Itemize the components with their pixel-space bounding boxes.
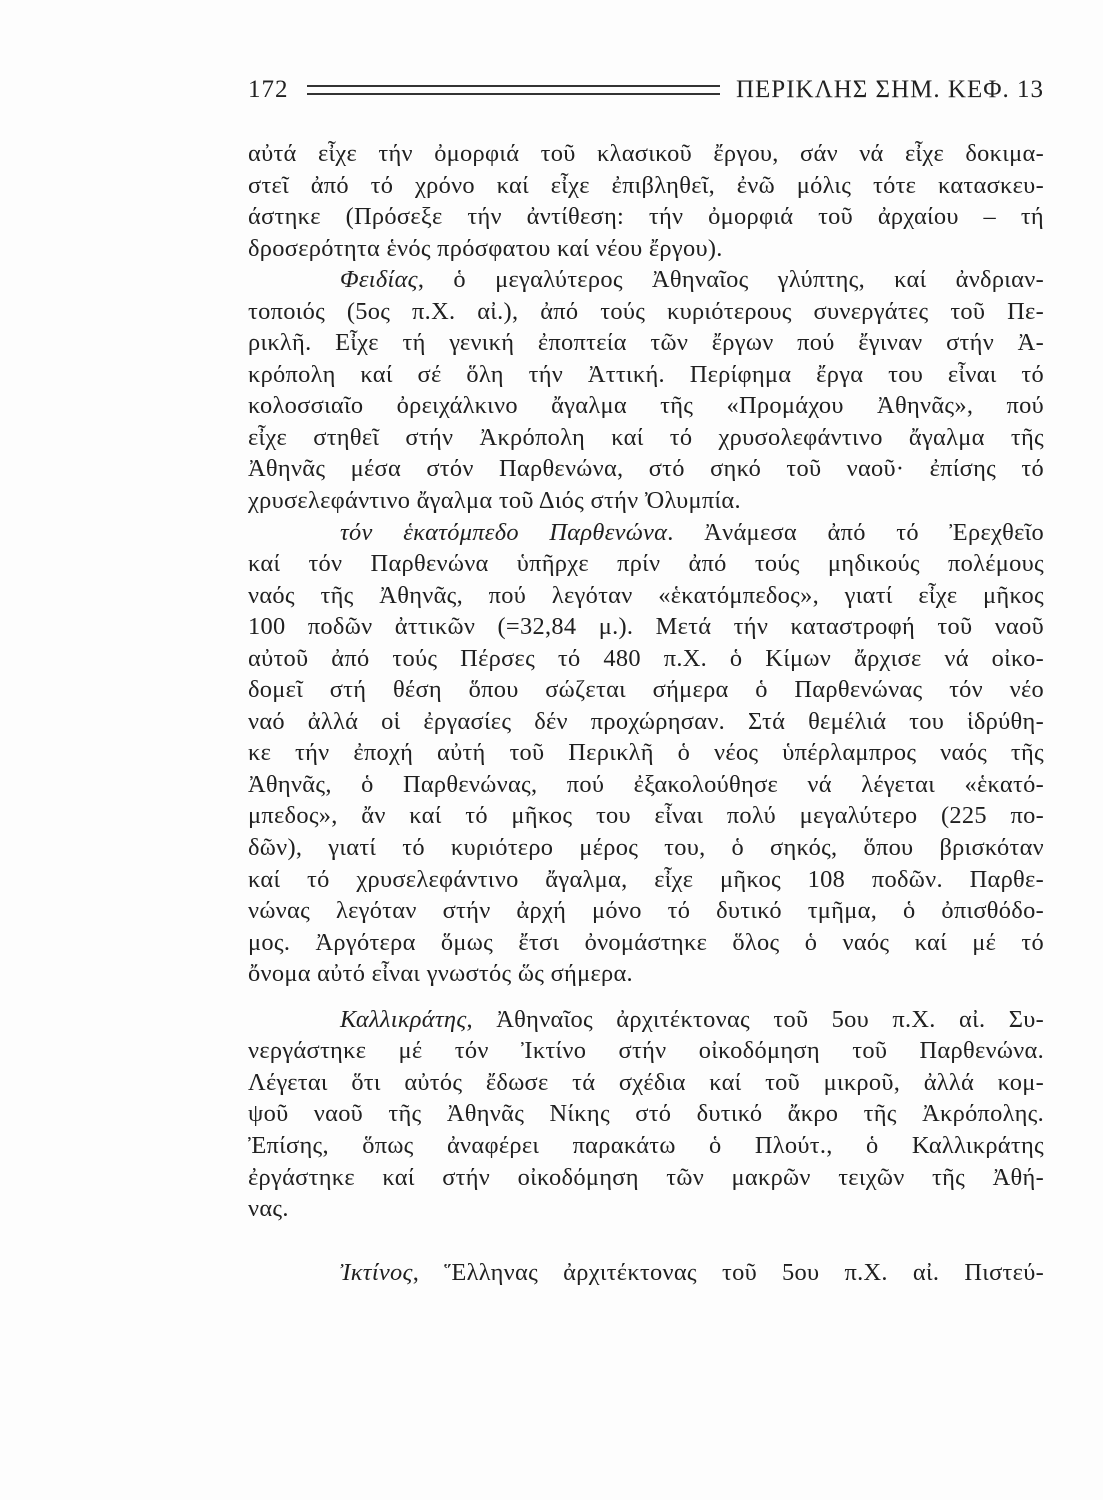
text-line: ναό ἀλλά οἱ ἐργασίες δέν προχώρησαν. Στά θεμέλιά του ἱδρύθη- — [248, 707, 1044, 735]
text-line: Φειδίας, ὁ μεγαλύτερος Ἀθηναῖος γλύπτης, καί ἀνδριαν- — [340, 266, 1044, 294]
page-number: 172 — [248, 76, 289, 103]
paragraph-continuation — [248, 138, 1044, 264]
note-pheidias — [248, 264, 1044, 516]
text-line: άστηκε (Πρόσεξε τήν ἀντίθεση: τήν ὀμορφιά τοῦ ἀρχαίου – τή — [248, 203, 1044, 231]
text-line: ναός τῆς Ἀθηνᾶς, πού λεγόταν «ἑκατόμπεδος», γιατί εἶχε μῆκος — [248, 581, 1044, 609]
text-line: καί τόν Παρθενώνα ὑπῆρχε πρίν ἀπό τούς μηδικούς πολέμους — [248, 550, 1044, 578]
text-line: κε τήν ἐποχή αὐτή τοῦ Περικλῆ ὁ νέος ὑπέρλαμπρος ναός τῆς — [248, 739, 1044, 767]
text-line: ὄνομα αὐτό εἶναι γνωστός ὥς σήμερα. — [248, 960, 633, 988]
note-term: Φειδίας — [340, 266, 418, 294]
text-line: νώνας λεγόταν στήν ἀρχή μόνο τό δυτικό τμῆμα, ὁ ὀπισθόδο- — [248, 897, 1044, 925]
text-line: Ἀθηνᾶς, ὁ Παρθενώνας, πού ἐξακολούθησε νά λέγεται «ἑκατό- — [248, 770, 1044, 798]
text-line: στεῖ ἀπό τό χρόνο καί εἶχε ἐπιβληθεῖ, ἐνῶ μόλις τότε κατασκευ- — [248, 171, 1044, 199]
header-double-rule — [307, 85, 720, 95]
text-line: νεργάστηκε μέ τόν Ἰκτίνο στήν οἰκοδόμηση τοῦ Παρθενώνα. — [248, 1037, 1044, 1065]
chapter-title: ΠΕΡΙΚΛΗΣ ΣΗΜ. ΚΕΦ. 13 — [735, 76, 1044, 103]
text-line: Ἀθηνᾶς μέσα στόν Παρθενώνα, στό σηκό τοῦ ναοῦ· ἐπίσης τό — [248, 455, 1044, 483]
note-iktinos — [248, 1257, 1044, 1289]
text-line: χρυσελεφάντινο ἄγαλμα τοῦ Διός στήν Ὀλυμπία. — [248, 487, 741, 515]
text-line: ρικλῆ. Εἶχε τή γενική ἐποπτεία τῶν ἔργων πού ἔγιναν στήν Ἀ- — [248, 329, 1044, 357]
note-kallikrates — [248, 1004, 1044, 1225]
note-term: Ἰκτίνος — [340, 1258, 413, 1286]
text-line: τοποιός (5ος π.Χ. αἰ.), ἀπό τούς κυριότερους συνεργάτες τοῦ Πε- — [248, 297, 1044, 325]
body-text — [248, 138, 1044, 1288]
text-line: Ἐπίσης, ὅπως ἀναφέρει παρακάτω ὁ Πλούτ., ὁ Καλλικράτης — [248, 1131, 1044, 1159]
note-term: Καλλικράτης — [340, 1005, 467, 1033]
text-line: κολοσσιαῖο ὀρειχάλκινο ἄγαλμα τῆς «Προμάχου Ἀθηνᾶς», πού — [248, 392, 1044, 420]
text-line: μπεδος», ἄν καί τό μῆκος του εἶναι πολύ μεγαλύτερο (225 πο- — [248, 802, 1044, 830]
text-line: ἐργάστηκε καί στήν οἰκοδόμηση τῶν μακρῶν τειχῶν τῆς Ἀθή- — [248, 1163, 1044, 1191]
text-line: μος. Ἀργότερα ὅμως ἔτσι ὀνομάστηκε ὅλος ὁ ναός καί μέ τό — [248, 928, 1044, 956]
text-line: δομεῖ στή θέση ὅπου σώζεται σήμερα ὁ Παρθενώνας τόν νέο — [248, 676, 1044, 704]
text-line: αὐτά εἶχε τήν ὀμορφιά τοῦ κλασικοῦ ἔργου, σάν νά εἶχε δοκιμα- — [248, 140, 1044, 167]
text-line: κρόπολη καί σέ ὅλη τήν Ἀττική. Περίφημα ἔργα του εἶναι τό — [248, 360, 1044, 388]
text-line: καί τό χρυσελεφάντινο ἄγαλμα, εἶχε μῆκος 108 ποδῶν. Παρθε- — [248, 865, 1044, 893]
text-line: ψοῦ ναοῦ τῆς Ἀθηνᾶς Νίκης στό δυτικό ἄκρο τῆς Ἀκρόπολης. — [248, 1100, 1044, 1128]
text-line: αὐτοῦ ἀπό τούς Πέρσες τό 480 π.Χ. ὁ Κίμων ἄρχισε νά οἰκο- — [248, 644, 1044, 672]
text-line: εἶχε στηθεῖ στήν Ἀκρόπολη καί τό χρυσολεφάντινο ἄγαλμα τῆς — [248, 423, 1044, 451]
text-line: Καλλικράτης, Ἀθηναῖος ἀρχιτέκτονας τοῦ 5ου π.Χ. αἰ. Συ- — [340, 1005, 1044, 1033]
text-line: δροσερότητα ἑνός πρόσφατου καί νέου ἔργου). — [248, 234, 723, 262]
running-head — [248, 72, 1044, 108]
text-line: 100 ποδῶν ἀττικῶν (=32,84 μ.). Μετά τήν καταστροφή τοῦ ναοῦ — [248, 613, 1044, 641]
text-line: νας. — [248, 1195, 289, 1223]
text-line: Ἰκτίνος, Ἕλληνας ἀρχιτέκτονας τοῦ 5ου π.Χ. αἰ. Πιστεύ- — [340, 1258, 1044, 1286]
text-line: δῶν), γιατί τό κυριότερο μέρος του, ὁ σηκός, ὅπου βρισκόταν — [248, 834, 1044, 862]
note-term: τόν ἑκατόμπεδο Παρθενώνα — [340, 518, 668, 546]
note-hekatompedon — [248, 517, 1044, 990]
text-line: τόν ἑκατόμπεδο Παρθενώνα. Ἀνάμεσα ἀπό τό Ἐρεχθεῖο — [340, 518, 1044, 546]
text-line: Λέγεται ὅτι αὐτός ἔδωσε τά σχέδια καί τοῦ μικροῦ, ἀλλά κομ- — [248, 1068, 1044, 1096]
